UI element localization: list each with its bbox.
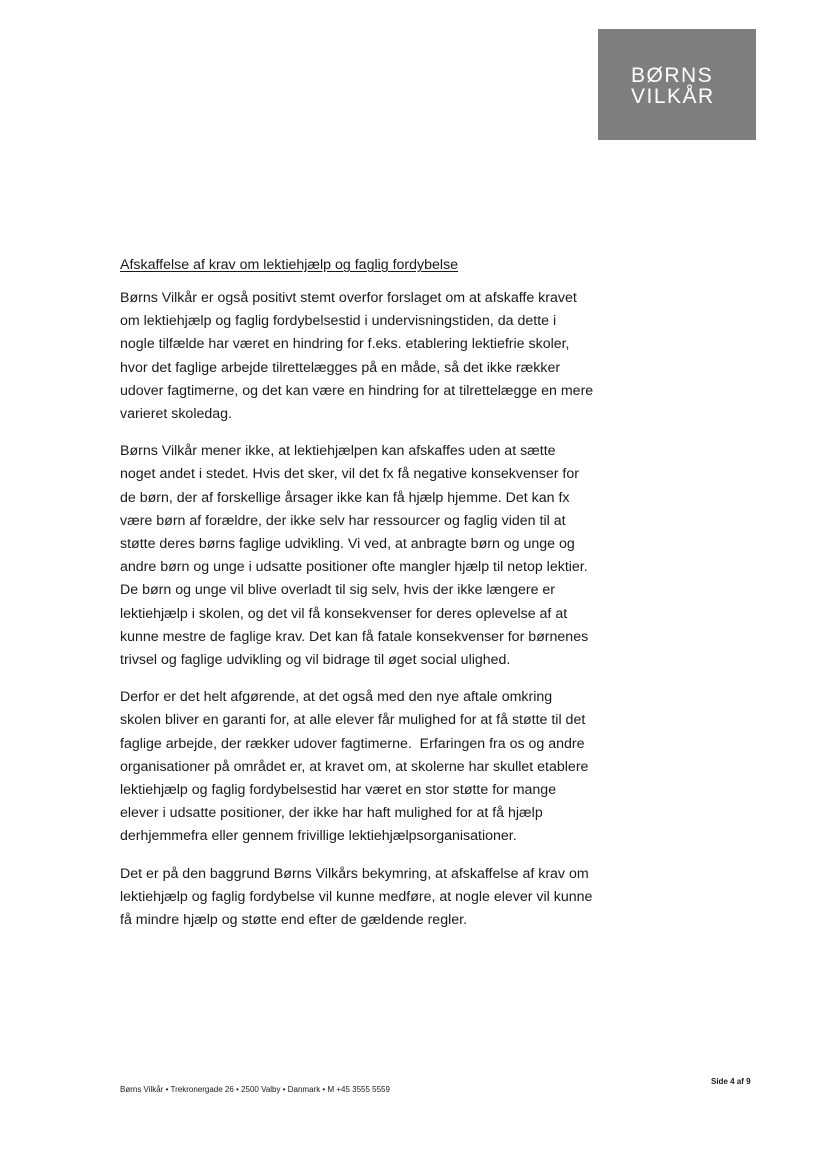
paragraph-line: udover fagtimerne, og det kan være en hindring for at tilrettelægge en mere — [120, 382, 594, 399]
paragraph-line: Derfor er det helt afgørende, at det også med den nye aftale omkring — [120, 689, 553, 706]
paragraph-line: Børns Vilkår er også positivt stemt overfor forslaget om at afskaffe kravet — [120, 290, 577, 306]
paragraph-line: faglige arbejde, der rækker udover fagtimerne. Erfaringen fra os og andre — [120, 735, 585, 752]
paragraph-3 — [120, 686, 610, 848]
paragraph-line: trivsel og faglige udvikling og vil bidrage til øget social ulighed. — [120, 652, 511, 669]
paragraph-line: lektiehjælp og faglig fordybelsestid har været en stor støtte for mange — [120, 782, 557, 799]
paragraph-2 — [120, 440, 610, 672]
logo-line-1: BØRNS — [631, 64, 714, 87]
paragraph-line: elever i udsatte positioner, der ikke har haft mulighed for at få hjælp — [120, 805, 543, 822]
paragraph-line: nogle tilfælde har været en hindring for f.eks. etablering lektiefrie skoler, — [120, 336, 570, 353]
paragraph-line: derhjemmefra eller gennem frivillige lektiehjælpsorganisationer. — [120, 828, 517, 845]
paragraph-line: organisationer på området er, at kravet om, at skolerne har skullet etablere — [120, 758, 589, 775]
paragraph-line: de børn, der af forskellige årsager ikke kan få hjælp hjemme. Det kan fx — [120, 489, 570, 506]
paragraph-line: kunne mestre de faglige krav. Det kan få fatale konsekvenser for børnenes — [120, 628, 589, 645]
paragraph-line: være børn af forældre, der ikke selv har ressourcer og faglig viden til at — [120, 512, 566, 529]
page-number: Side 4 af 9 — [711, 1077, 751, 1086]
document-body — [120, 252, 610, 946]
paragraph-line: få mindre hjælp og støtte end efter de gældende regler. — [120, 912, 468, 929]
paragraph-line: andre børn og unge i udsatte positioner ofte mangler hjælp til netop lektier. — [120, 559, 588, 576]
section-heading: Afskaffelse af krav om lektiehjælp og faglig fordybelse — [120, 257, 459, 273]
paragraph-line: varieret skoledag. — [120, 406, 232, 423]
paragraph-line: lektiehjælp i skolen, og det vil få konsekvenser for deres oplevelse af at — [120, 605, 568, 622]
borns-vilkar-logo — [598, 29, 756, 140]
paragraph-line: støtte deres børns faglige udvikling. Vi ved, at anbragte børn og unge og — [120, 536, 575, 553]
paragraph-line: skolen bliver en garanti for, at alle elever får mulighed for at få støtte til det — [120, 712, 586, 729]
paragraph-line: De børn og unge vil blive overladt til sig selv, hvis der ikke længere er — [120, 582, 556, 599]
footer-address: Børns Vilkår • Trekronergade 26 • 2500 Valby • Danmark • M +45 3555 5559 — [120, 1085, 390, 1094]
paragraph-line: lektiehjælp og faglig fordybelse vil kunne medføre, at nogle elever vil kunne — [120, 888, 593, 905]
paragraph-line: hvor det faglige arbejde tilrettelægges på en måde, så det ikke rækker — [120, 359, 561, 376]
paragraph-line: noget andet i stedet. Hvis det sker, vil det fx få negative konsekvenser for — [120, 466, 579, 483]
logo-line-2: VILKÅR — [631, 85, 715, 108]
paragraph-1 — [120, 287, 610, 426]
paragraph-4 — [120, 863, 610, 933]
paragraph-line: om lektiehjælp og faglig fordybelsestid i undervisningstiden, da dette i — [120, 313, 557, 330]
paragraph-line: Børns Vilkår mener ikke, at lektiehjælpen kan afskaffes uden at sætte — [120, 443, 556, 460]
paragraph-line: Det er på den baggrund Børns Vilkårs bekymring, at afskaffelse af krav om — [120, 865, 589, 882]
